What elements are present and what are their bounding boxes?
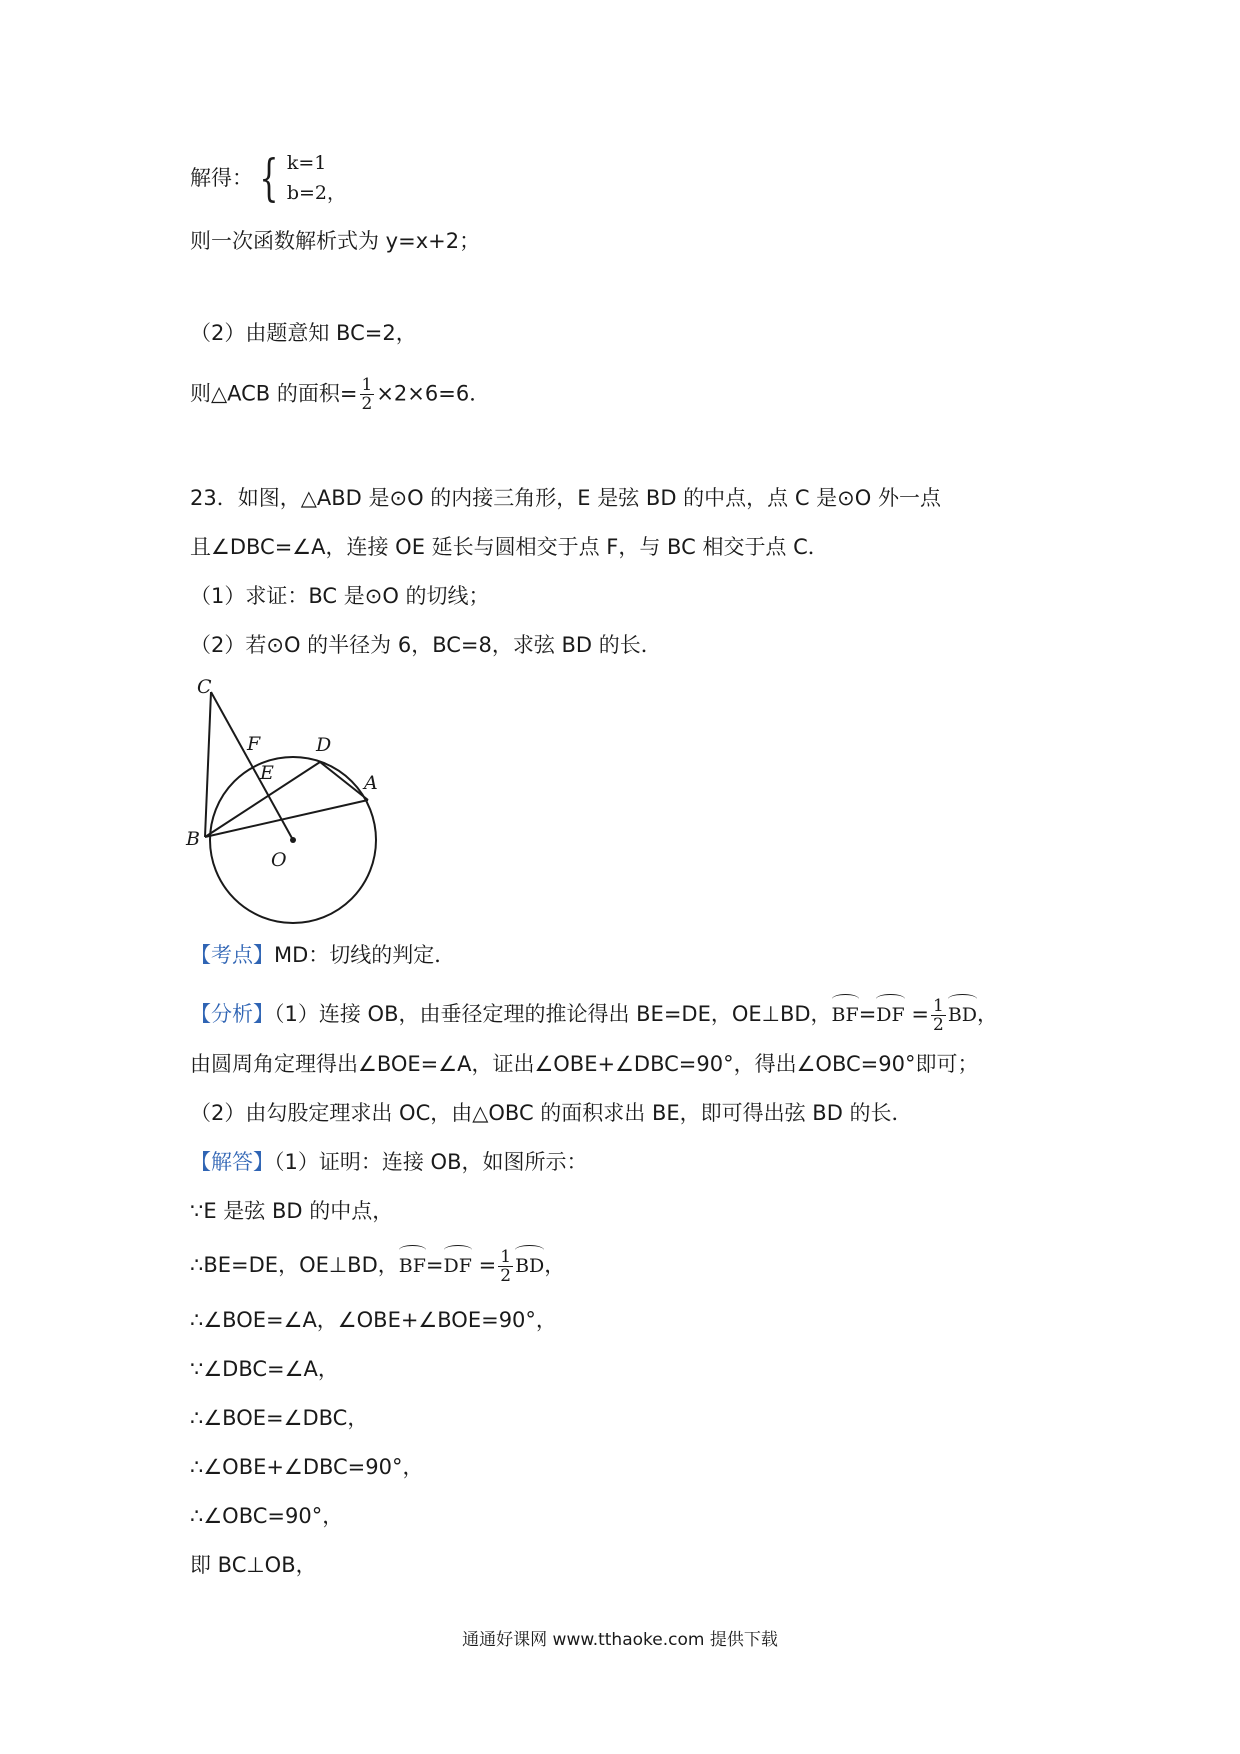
q23-line2: 且∠DBC=∠A，连接 OE 延长与圆相交于点 F，与 BC 相交于点 C． xyxy=(190,535,829,559)
step-7: ∴∠OBC=90°， xyxy=(190,1504,344,1528)
arc-bd: BD xyxy=(515,1245,544,1281)
step-6: ∴∠OBE+∠DBC=90°， xyxy=(190,1455,424,1479)
left-brace: { xyxy=(259,149,279,207)
jieda-line xyxy=(190,1147,587,1177)
arc-bd: BD xyxy=(948,994,977,1030)
fenxi-line3: （2）由勾股定理求出 OC，由△OBC 的面积求出 BE，即可得出弦 BD 的长． xyxy=(190,1101,913,1125)
kaodian-text: MD：切线的判定． xyxy=(274,943,456,967)
equation-b: b=2， xyxy=(286,182,346,204)
step-4: ∵∠DBC=∠A， xyxy=(190,1357,339,1381)
fraction-half: $\frac{1}{2}$ xyxy=(933,995,944,1035)
jieda-tag: 【解答】 xyxy=(190,1150,274,1174)
solve-line xyxy=(190,148,346,208)
jieda-text: （1）证明：连接 OB，如图所示： xyxy=(274,1150,588,1174)
q23-line1: 23．如图，△ABD 是⊙O 的内接三角形，E 是弦 BD 的中点，点 C 是⊙O 外一点 xyxy=(190,486,941,510)
linear-result: 则一次函数解析式为 y=x+2； xyxy=(190,229,481,253)
fenxi-tag: 【分析】 xyxy=(190,1002,274,1026)
label-d: D xyxy=(316,734,332,756)
equation-k: k=1 xyxy=(286,152,327,174)
fenxi-text1: （1）连接 OB，由垂径定理的推论得出 BE=DE，OE⊥BD， xyxy=(274,1002,832,1026)
label-f: F xyxy=(247,733,261,755)
area-suffix: ×2×6=6． xyxy=(376,381,491,406)
label-c: C xyxy=(197,676,212,698)
solve-prefix: 解得： xyxy=(190,166,253,190)
fraction-half: $\frac{1}{2}$ xyxy=(361,375,373,414)
label-a: A xyxy=(364,772,378,794)
fenxi-line2: 由圆周角定理得出∠BOE=∠A，证出∠OBE+∠DBC=90°，得出∠OBC=90°即可； xyxy=(190,1052,979,1076)
line-co xyxy=(211,692,293,840)
kaodian-line xyxy=(190,940,455,970)
q23-sub1: （1）求证：BC 是⊙O 的切线； xyxy=(190,584,490,608)
footer-credit: 通通好课网 www.tthaoke.com 提供下载 xyxy=(462,1630,778,1650)
area-prefix: 则△ACB 的面积= xyxy=(190,381,358,406)
step-3: ∴∠BOE=∠A，∠OBE+∠BOE=90°， xyxy=(190,1308,557,1332)
line-ba xyxy=(205,800,368,837)
step-2: ∴BE=DE，OE⊥BD，BF=DF = $\frac{1}{2}$ BD， xyxy=(190,1246,566,1286)
part2-given: （2）由题意知 BC=2， xyxy=(190,321,417,345)
arc-bf: BF xyxy=(832,994,859,1030)
equation-system xyxy=(287,148,346,208)
geometry-figure xyxy=(180,670,400,930)
label-b: B xyxy=(186,828,200,850)
fenxi-line1: 【分析】（1）连接 OB，由垂径定理的推论得出 BE=DE，OE⊥BD，BF=DF = $\frac{1}{2}$ BD， xyxy=(190,995,999,1035)
step-5: ∴∠BOE=∠DBC， xyxy=(190,1406,369,1430)
step-8: 即 BC⊥OB， xyxy=(190,1553,317,1577)
center-point xyxy=(290,837,296,843)
area-line xyxy=(190,376,490,413)
label-e: E xyxy=(260,762,274,784)
arc-df: DF xyxy=(444,1245,472,1281)
line-bc xyxy=(205,692,211,837)
fraction-half: $\frac{1}{2}$ xyxy=(500,1246,512,1286)
line-da xyxy=(320,762,368,800)
kaodian-tag: 【考点】 xyxy=(190,943,274,967)
arc-bf: BF xyxy=(399,1245,426,1281)
arc-df: DF xyxy=(876,994,904,1030)
q23-sub2: （2）若⊙O 的半径为 6，BC=8，求弦 BD 的长． xyxy=(190,633,662,657)
label-o: O xyxy=(271,849,287,871)
step-1: ∵E 是弦 BD 的中点， xyxy=(190,1199,394,1223)
